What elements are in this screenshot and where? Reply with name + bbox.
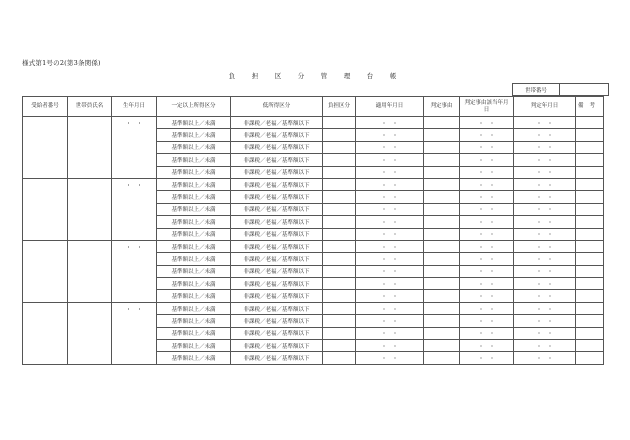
reason-date-cell[interactable]: ・ ・ bbox=[460, 191, 514, 203]
remarks-cell[interactable] bbox=[576, 315, 604, 327]
table-row bbox=[23, 117, 604, 129]
judgement-date-cell[interactable]: ・ ・ bbox=[514, 253, 576, 265]
income-category-cell[interactable]: 基準額以上／未満 bbox=[157, 327, 231, 339]
reason-date-cell[interactable]: ・ ・ bbox=[460, 117, 514, 129]
reason-date-cell[interactable]: ・ ・ bbox=[460, 290, 514, 302]
income-category-cell[interactable]: 基準額以上／未満 bbox=[157, 141, 231, 153]
judgement-date-cell[interactable]: ・ ・ bbox=[514, 340, 576, 352]
judgement-date-cell[interactable]: ・ ・ bbox=[514, 228, 576, 240]
recipient-number-cell[interactable] bbox=[23, 117, 68, 179]
low-income-category-cell[interactable]: 非課税／老福／基準額以下 bbox=[231, 154, 323, 166]
birth-date-cell[interactable]: ・ ・ bbox=[112, 178, 157, 240]
effective-date-cell[interactable]: ・ ・ bbox=[356, 191, 424, 203]
effective-date-cell[interactable]: ・ ・ bbox=[356, 327, 424, 339]
judgement-date-cell[interactable]: ・ ・ bbox=[514, 240, 576, 252]
income-category-cell[interactable]: 基準額以上／未満 bbox=[157, 340, 231, 352]
form-number: 様式第1号の2(第3条関係) bbox=[22, 59, 101, 67]
judgement-date-cell[interactable]: ・ ・ bbox=[514, 141, 576, 153]
judgement-date-cell[interactable]: ・ ・ bbox=[514, 129, 576, 141]
judgement-date-cell[interactable]: ・ ・ bbox=[514, 216, 576, 228]
low-income-category-cell[interactable]: 非課税／老福／基準額以下 bbox=[231, 141, 323, 153]
header-member-name: 世帯員氏名 bbox=[68, 97, 112, 117]
remarks-cell[interactable] bbox=[576, 191, 604, 203]
remarks-cell[interactable] bbox=[576, 178, 604, 190]
low-income-category-cell[interactable]: 非課税／老福／基準額以下 bbox=[231, 228, 323, 240]
birth-date-cell[interactable]: ・ ・ bbox=[112, 240, 157, 302]
reason-cell[interactable] bbox=[424, 240, 460, 252]
low-income-category-cell[interactable]: 非課税／老福／基準額以下 bbox=[231, 290, 323, 302]
judgement-date-cell[interactable]: ・ ・ bbox=[514, 191, 576, 203]
reason-cell[interactable] bbox=[424, 302, 460, 314]
effective-date-cell[interactable]: ・ ・ bbox=[356, 129, 424, 141]
birth-date-cell[interactable]: ・ ・ bbox=[112, 302, 157, 364]
income-category-cell[interactable]: 基準額以上／未満 bbox=[157, 191, 231, 203]
effective-date-cell[interactable]: ・ ・ bbox=[356, 302, 424, 314]
effective-date-cell[interactable]: ・ ・ bbox=[356, 240, 424, 252]
remarks-cell[interactable] bbox=[576, 340, 604, 352]
income-category-cell[interactable]: 基準額以上／未満 bbox=[157, 240, 231, 252]
judgement-date-cell[interactable]: ・ ・ bbox=[514, 278, 576, 290]
effective-date-cell[interactable]: ・ ・ bbox=[356, 352, 424, 364]
reason-cell[interactable] bbox=[424, 327, 460, 339]
burden-category-cell[interactable] bbox=[323, 265, 356, 277]
judgement-date-cell[interactable]: ・ ・ bbox=[514, 290, 576, 302]
low-income-category-cell[interactable]: 非課税／老福／基準額以下 bbox=[231, 265, 323, 277]
income-category-cell[interactable]: 基準額以上／未満 bbox=[157, 302, 231, 314]
low-income-category-cell[interactable]: 非課税／老福／基準額以下 bbox=[231, 278, 323, 290]
burden-category-cell[interactable] bbox=[323, 178, 356, 190]
reason-cell[interactable] bbox=[424, 228, 460, 240]
burden-category-cell[interactable] bbox=[323, 327, 356, 339]
income-category-cell[interactable]: 基準額以上／未満 bbox=[157, 129, 231, 141]
judgement-date-cell[interactable]: ・ ・ bbox=[514, 203, 576, 215]
header-reason: 判定事由 bbox=[424, 97, 460, 117]
remarks-cell[interactable] bbox=[576, 129, 604, 141]
burden-category-cell[interactable] bbox=[323, 129, 356, 141]
effective-date-cell[interactable]: ・ ・ bbox=[356, 253, 424, 265]
household-number-box bbox=[512, 83, 609, 96]
low-income-category-cell[interactable]: 非課税／老福／基準額以下 bbox=[231, 166, 323, 178]
low-income-category-cell[interactable]: 非課税／老福／基準額以下 bbox=[231, 240, 323, 252]
burden-category-cell[interactable] bbox=[323, 117, 356, 129]
remarks-cell[interactable] bbox=[576, 141, 604, 153]
reason-date-cell[interactable]: ・ ・ bbox=[460, 265, 514, 277]
judgement-date-cell[interactable]: ・ ・ bbox=[514, 117, 576, 129]
reason-cell[interactable] bbox=[424, 315, 460, 327]
burden-ledger-table bbox=[22, 96, 604, 365]
ledger-body bbox=[23, 117, 604, 365]
remarks-cell[interactable] bbox=[576, 216, 604, 228]
table-row bbox=[23, 178, 604, 190]
remarks-cell[interactable] bbox=[576, 253, 604, 265]
income-category-cell[interactable]: 基準額以上／未満 bbox=[157, 265, 231, 277]
reason-cell[interactable] bbox=[424, 216, 460, 228]
effective-date-cell[interactable]: ・ ・ bbox=[356, 228, 424, 240]
burden-category-cell[interactable] bbox=[323, 253, 356, 265]
reason-date-cell[interactable]: ・ ・ bbox=[460, 315, 514, 327]
effective-date-cell[interactable]: ・ ・ bbox=[356, 340, 424, 352]
low-income-category-cell[interactable]: 非課税／老福／基準額以下 bbox=[231, 203, 323, 215]
judgement-date-cell[interactable]: ・ ・ bbox=[514, 302, 576, 314]
reason-date-cell[interactable]: ・ ・ bbox=[460, 253, 514, 265]
reason-cell[interactable] bbox=[424, 265, 460, 277]
income-category-cell[interactable]: 基準額以上／未満 bbox=[157, 178, 231, 190]
table-row bbox=[23, 240, 604, 252]
reason-cell[interactable] bbox=[424, 117, 460, 129]
member-name-cell[interactable] bbox=[68, 178, 112, 240]
remarks-cell[interactable] bbox=[576, 278, 604, 290]
reason-date-cell[interactable]: ・ ・ bbox=[460, 129, 514, 141]
low-income-category-cell[interactable]: 非課税／老福／基準額以下 bbox=[231, 253, 323, 265]
burden-category-cell[interactable] bbox=[323, 315, 356, 327]
reason-cell[interactable] bbox=[424, 352, 460, 364]
header-remarks: 備考 bbox=[576, 97, 604, 117]
low-income-category-cell[interactable]: 非課税／老福／基準額以下 bbox=[231, 302, 323, 314]
burden-category-cell[interactable] bbox=[323, 166, 356, 178]
low-income-category-cell[interactable]: 非課税／老福／基準額以下 bbox=[231, 315, 323, 327]
reason-date-cell[interactable]: ・ ・ bbox=[460, 178, 514, 190]
header-effective-date: 適用年月日 bbox=[356, 97, 424, 117]
judgement-date-cell[interactable]: ・ ・ bbox=[514, 178, 576, 190]
burden-category-cell[interactable] bbox=[323, 352, 356, 364]
reason-date-cell[interactable]: ・ ・ bbox=[460, 141, 514, 153]
burden-category-cell[interactable] bbox=[323, 302, 356, 314]
income-category-cell[interactable]: 基準額以上／未満 bbox=[157, 216, 231, 228]
effective-date-cell[interactable]: ・ ・ bbox=[356, 141, 424, 153]
low-income-category-cell[interactable]: 非課税／老福／基準額以下 bbox=[231, 129, 323, 141]
burden-category-cell[interactable] bbox=[323, 216, 356, 228]
income-category-cell[interactable]: 基準額以上／未満 bbox=[157, 166, 231, 178]
effective-date-cell[interactable]: ・ ・ bbox=[356, 178, 424, 190]
burden-category-cell[interactable] bbox=[323, 141, 356, 153]
recipient-number-cell[interactable] bbox=[23, 240, 68, 302]
income-category-cell[interactable]: 基準額以上／未満 bbox=[157, 278, 231, 290]
member-name-cell[interactable] bbox=[68, 117, 112, 179]
remarks-cell[interactable] bbox=[576, 352, 604, 364]
member-name-cell[interactable] bbox=[68, 302, 112, 364]
low-income-category-cell[interactable]: 非課税／老福／基準額以下 bbox=[231, 216, 323, 228]
income-category-cell[interactable]: 基準額以上／未満 bbox=[157, 290, 231, 302]
reason-cell[interactable] bbox=[424, 129, 460, 141]
reason-date-cell[interactable]: ・ ・ bbox=[460, 278, 514, 290]
burden-category-cell[interactable] bbox=[323, 191, 356, 203]
burden-category-cell[interactable] bbox=[323, 340, 356, 352]
table-row bbox=[23, 302, 604, 314]
low-income-category-cell[interactable]: 非課税／老福／基準額以下 bbox=[231, 340, 323, 352]
effective-date-cell[interactable]: ・ ・ bbox=[356, 154, 424, 166]
header-burden-category: 負担区分 bbox=[323, 97, 356, 117]
judgement-date-cell[interactable]: ・ ・ bbox=[514, 154, 576, 166]
burden-category-cell[interactable] bbox=[323, 240, 356, 252]
reason-cell[interactable] bbox=[424, 154, 460, 166]
judgement-date-cell[interactable]: ・ ・ bbox=[514, 166, 576, 178]
judgement-date-cell[interactable]: ・ ・ bbox=[514, 327, 576, 339]
burden-category-cell[interactable] bbox=[323, 290, 356, 302]
low-income-category-cell[interactable]: 非課税／老福／基準額以下 bbox=[231, 327, 323, 339]
reason-cell[interactable] bbox=[424, 203, 460, 215]
low-income-category-cell[interactable]: 非課税／老福／基準額以下 bbox=[231, 178, 323, 190]
income-category-cell[interactable]: 基準額以上／未満 bbox=[157, 154, 231, 166]
birth-date-cell[interactable]: ・ ・ bbox=[112, 117, 157, 179]
low-income-category-cell[interactable]: 非課税／老福／基準額以下 bbox=[231, 191, 323, 203]
income-category-cell[interactable]: 基準額以上／未満 bbox=[157, 203, 231, 215]
reason-cell[interactable] bbox=[424, 253, 460, 265]
remarks-cell[interactable] bbox=[576, 327, 604, 339]
judgement-date-cell[interactable]: ・ ・ bbox=[514, 352, 576, 364]
burden-category-cell[interactable] bbox=[323, 278, 356, 290]
reason-cell[interactable] bbox=[424, 290, 460, 302]
income-category-cell[interactable]: 基準額以上／未満 bbox=[157, 315, 231, 327]
remarks-cell[interactable] bbox=[576, 240, 604, 252]
remarks-cell[interactable] bbox=[576, 117, 604, 129]
reason-date-cell[interactable]: ・ ・ bbox=[460, 240, 514, 252]
recipient-number-cell[interactable] bbox=[23, 302, 68, 364]
reason-date-cell[interactable]: ・ ・ bbox=[460, 352, 514, 364]
reason-date-cell[interactable]: ・ ・ bbox=[460, 327, 514, 339]
reason-cell[interactable] bbox=[424, 178, 460, 190]
remarks-cell[interactable] bbox=[576, 265, 604, 277]
income-category-cell[interactable]: 基準額以上／未満 bbox=[157, 253, 231, 265]
household-number-field[interactable] bbox=[560, 84, 609, 96]
reason-cell[interactable] bbox=[424, 166, 460, 178]
reason-cell[interactable] bbox=[424, 278, 460, 290]
recipient-number-cell[interactable] bbox=[23, 178, 68, 240]
burden-category-cell[interactable] bbox=[323, 154, 356, 166]
page-title: 負 担 区 分 管 理 台 帳 bbox=[228, 72, 402, 80]
header-judgement-date: 判定年月日 bbox=[514, 97, 576, 117]
reason-date-cell[interactable]: ・ ・ bbox=[460, 203, 514, 215]
effective-date-cell[interactable]: ・ ・ bbox=[356, 216, 424, 228]
member-name-cell[interactable] bbox=[68, 240, 112, 302]
effective-date-cell[interactable]: ・ ・ bbox=[356, 278, 424, 290]
burden-category-cell[interactable] bbox=[323, 203, 356, 215]
income-category-cell[interactable]: 基準額以上／未満 bbox=[157, 228, 231, 240]
remarks-cell[interactable] bbox=[576, 154, 604, 166]
reason-date-cell[interactable]: ・ ・ bbox=[460, 302, 514, 314]
remarks-cell[interactable] bbox=[576, 166, 604, 178]
burden-category-cell[interactable] bbox=[323, 228, 356, 240]
header-row bbox=[23, 97, 604, 117]
remarks-cell[interactable] bbox=[576, 228, 604, 240]
income-category-cell[interactable]: 基準額以上／未満 bbox=[157, 352, 231, 364]
effective-date-cell[interactable]: ・ ・ bbox=[356, 166, 424, 178]
reason-cell[interactable] bbox=[424, 141, 460, 153]
effective-date-cell[interactable]: ・ ・ bbox=[356, 315, 424, 327]
reason-date-cell[interactable]: ・ ・ bbox=[460, 166, 514, 178]
reason-date-cell[interactable]: ・ ・ bbox=[460, 340, 514, 352]
header-reason-date: 判定事由該当年月日 bbox=[460, 97, 514, 117]
reason-date-cell[interactable]: ・ ・ bbox=[460, 154, 514, 166]
low-income-category-cell[interactable]: 非課税／老福／基準額以下 bbox=[231, 117, 323, 129]
effective-date-cell[interactable]: ・ ・ bbox=[356, 117, 424, 129]
remarks-cell[interactable] bbox=[576, 290, 604, 302]
header-low-income-category: 低所得区分 bbox=[231, 97, 323, 117]
effective-date-cell[interactable]: ・ ・ bbox=[356, 203, 424, 215]
reason-date-cell[interactable]: ・ ・ bbox=[460, 216, 514, 228]
header-income-category: 一定以上所得区分 bbox=[157, 97, 231, 117]
judgement-date-cell[interactable]: ・ ・ bbox=[514, 265, 576, 277]
low-income-category-cell[interactable]: 非課税／老福／基準額以下 bbox=[231, 352, 323, 364]
income-category-cell[interactable]: 基準額以上／未満 bbox=[157, 117, 231, 129]
reason-cell[interactable] bbox=[424, 191, 460, 203]
remarks-cell[interactable] bbox=[576, 203, 604, 215]
effective-date-cell[interactable]: ・ ・ bbox=[356, 290, 424, 302]
remarks-cell[interactable] bbox=[576, 302, 604, 314]
header-birth-date: 生年月日 bbox=[112, 97, 157, 117]
household-number-label: 世帯番号 bbox=[513, 84, 560, 96]
judgement-date-cell[interactable]: ・ ・ bbox=[514, 315, 576, 327]
reason-cell[interactable] bbox=[424, 340, 460, 352]
reason-date-cell[interactable]: ・ ・ bbox=[460, 228, 514, 240]
effective-date-cell[interactable]: ・ ・ bbox=[356, 265, 424, 277]
header-recipient-number: 受給者番号 bbox=[23, 97, 68, 117]
